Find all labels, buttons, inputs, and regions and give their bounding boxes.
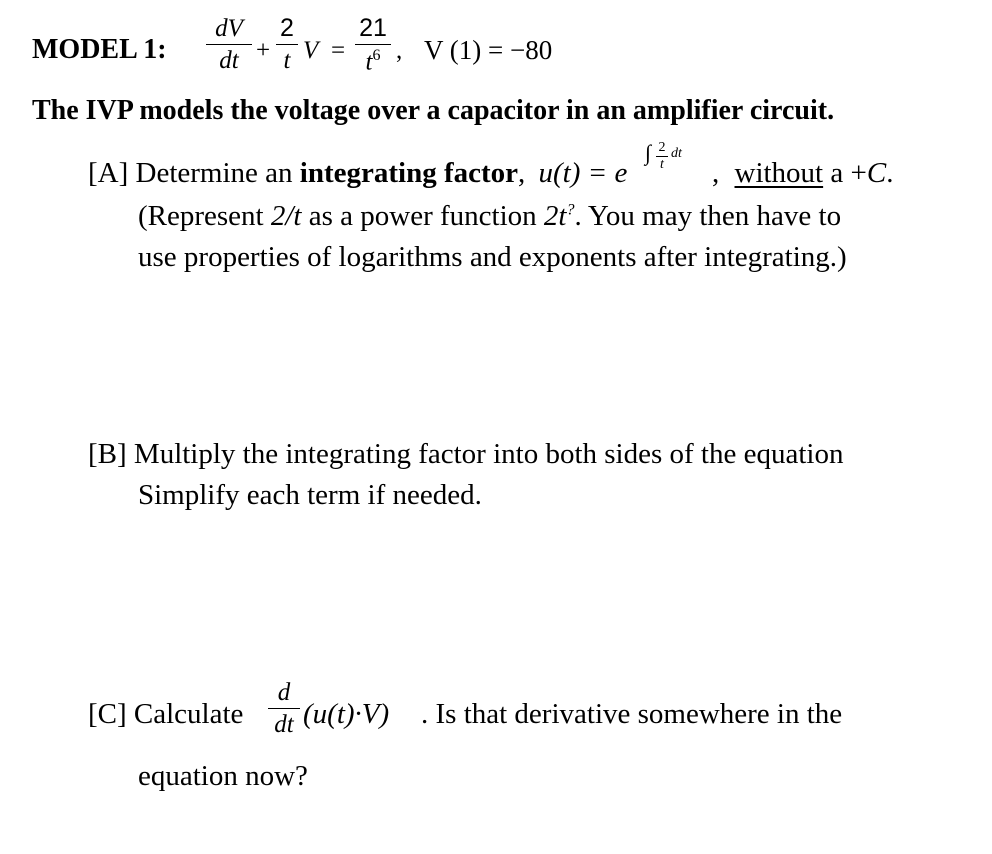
rhs-denominator: $t^6$ [365,47,381,76]
intro-text: The IVP models the voltage over a capacitor in an amplifier circuit. [32,95,835,126]
part-a-line-1-tail: , without a +C. [712,157,894,189]
coef-denominator: t [283,47,291,74]
part-c-line-2: equation now? [138,760,308,792]
dv-numerator: dV [215,15,243,42]
part-b-line-1: [B] Multiply the integrating factor into both sides of the equation [88,438,844,470]
equation-comma: , [396,37,403,64]
without-underlined: without [734,157,824,189]
derivative-expression: (u(t)·V) [303,698,390,730]
coef-numerator: 2 [280,14,294,42]
rhs-fraction [355,16,391,74]
part-a-line-3: use properties of logarithms and exponents after integrating.) [138,241,847,273]
dv-dt-fraction [206,16,252,73]
equals-sign: = [331,37,346,64]
part-b-line-2: Simplify each term if needed. [138,479,482,511]
part-a-line-2: (Represent 2/t as a power function 2t?. You may then have to [138,200,842,232]
part-a-line-1: [A] Determine an integrating factor, u(t) = e [88,157,628,189]
dt-denominator: dt [219,47,239,74]
initial-condition: V (1) = −80 [424,35,553,65]
voltage-variable: V [303,37,319,64]
part-c-start: [C] Calculate [88,698,244,730]
two-over-t-fraction [276,16,298,73]
integrating-factor-term: integrating factor [299,157,519,189]
plus-sign: + [256,37,271,64]
rhs-numerator: 21 [359,14,387,42]
part-c-line-1-end: . Is that derivative somewhere in the [421,698,843,730]
exp-base: = e [580,157,628,189]
model-label: MODEL 1: [32,34,167,65]
d-dt-fraction: d dt [268,680,300,737]
u-of-t: u(t) [538,157,581,189]
